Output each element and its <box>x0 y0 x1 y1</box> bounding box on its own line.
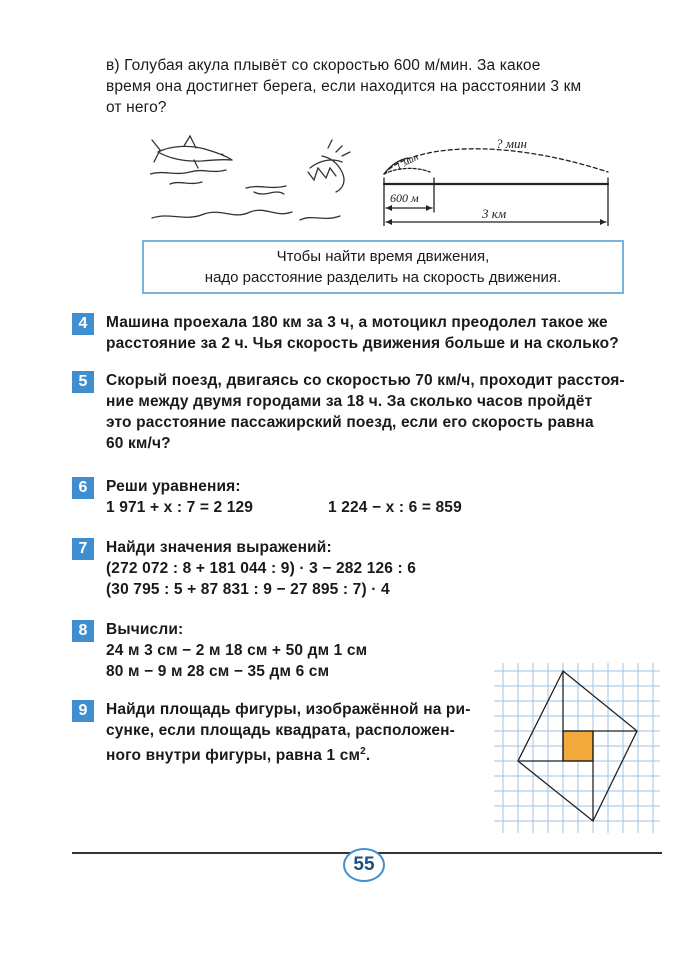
task-7-title: Найди значения выражений: <box>106 539 332 556</box>
expression-1: 24 м 3 см − 2 м 18 см + 50 дм 1 см <box>106 642 368 659</box>
intro-problem <box>106 55 662 118</box>
expression-1: (272 072 : 8 + 181 044 : 9) · 3 − 282 126 : 6 <box>106 560 417 577</box>
task-4-line-2: расстояние за 2 ч. Чья скорость движения больше и на сколько? <box>106 335 619 352</box>
task-5-line-3: это расстояние пассажирский поезд, если его скорость равна <box>106 414 594 431</box>
equation-2: 1 224 − x : 6 = 859 <box>328 499 462 516</box>
motion-scheme-diagram <box>378 128 618 226</box>
task-number-badge: 6 <box>72 477 94 499</box>
expression-2: 80 м − 9 м 28 см − 35 дм 6 см <box>106 663 330 680</box>
rule-line-1: Чтобы найти время движения, <box>276 248 490 265</box>
task-9-line-3 <box>106 741 482 766</box>
task-number-badge: 5 <box>72 371 94 393</box>
scheme-minute-label: 1 мин <box>394 151 421 173</box>
rule-box <box>142 240 624 294</box>
task-9-period: . <box>365 747 371 765</box>
task-5 <box>72 371 662 459</box>
task-number-badge: 7 <box>72 538 94 560</box>
task-4-text <box>106 312 662 354</box>
task-5-line-2: ние между двумя городами за 18 ч. За сколько часов пройдёт <box>106 393 593 410</box>
intro-line-2: время она достигнет берега, если находится на расстоянии 3 км <box>106 78 582 95</box>
task-7 <box>72 538 662 602</box>
intro-line-3: от него? <box>106 99 167 116</box>
shark-illustration <box>150 128 360 228</box>
task-6-title: Реши уравнения: <box>106 478 241 495</box>
task-9-line-2: сунке, если площадь квадрата, расположен- <box>106 722 455 739</box>
task-number-badge: 8 <box>72 620 94 642</box>
task-9 <box>72 700 482 766</box>
task-9-line-1: Найди площадь фигуры, изображённой на ри- <box>106 701 471 718</box>
task-4 <box>72 313 662 357</box>
task-5-line-4: 60 км/ч? <box>106 435 171 452</box>
intro-line-1: в) Голубая акула плывёт со скоростью 600 м/мин. За какое <box>106 57 541 74</box>
page-number: 55 <box>343 848 385 882</box>
task-5-line-1: Скорый поезд, двигаясь со скоростью 70 км/ч, проходит расстоя- <box>106 372 625 389</box>
task-8-title: Вычисли: <box>106 621 184 638</box>
task-4-line-1: Машина проехала 180 км за 3 ч, а мотоцикл преодолел такое же <box>106 314 608 331</box>
grid-figure <box>494 663 660 833</box>
task-6 <box>72 477 662 521</box>
task-9-text <box>106 699 482 766</box>
equation-1: 1 971 + x : 7 = 2 129 <box>106 499 254 516</box>
task-number-badge: 9 <box>72 700 94 722</box>
rule-line-2: надо расстояние разделить на скорость движения. <box>204 269 562 286</box>
task-6-text <box>106 476 662 518</box>
task-9-line-3-text: ного внутри фигуры, равна 1 см <box>106 747 361 765</box>
scheme-segment-label: 600 м <box>390 191 419 205</box>
superscript: 2 <box>360 746 366 757</box>
expression-2: (30 795 : 5 + 87 831 : 9 − 27 895 : 7) · 4 <box>106 581 390 598</box>
task-number-badge: 4 <box>72 313 94 335</box>
scheme-top-label: ? мин <box>496 136 527 151</box>
task-7-text <box>106 537 662 600</box>
inner-square <box>563 731 593 761</box>
scheme-total-label: 3 км <box>482 206 507 221</box>
task-5-text <box>106 370 662 454</box>
